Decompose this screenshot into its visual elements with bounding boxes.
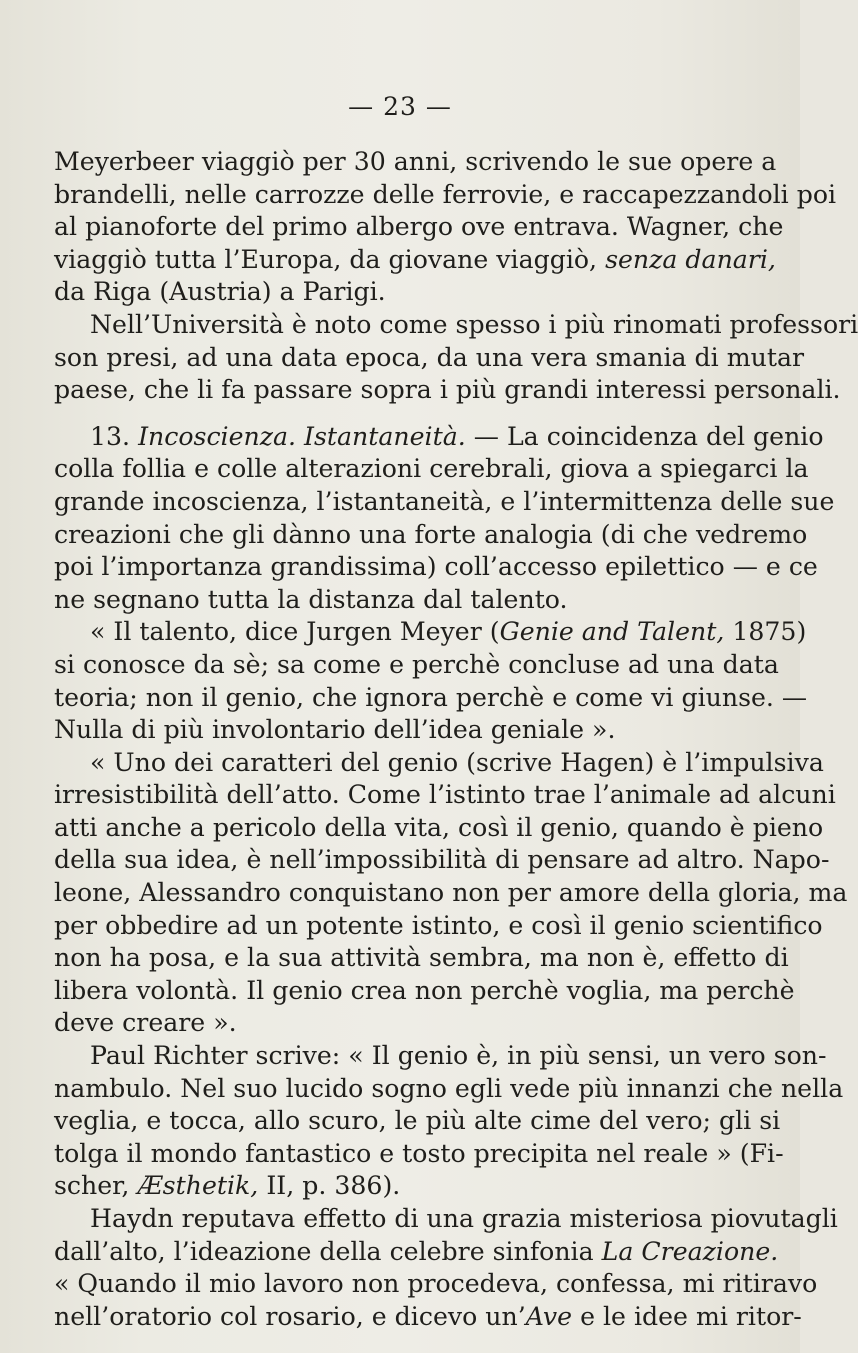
text-segment: 1875) (732, 617, 807, 647)
text-line-36 (54, 1301, 802, 1334)
text-line-2: brandelli, nelle carrozze delle ferrovie, e raccapezzandoli poi (54, 179, 837, 209)
text-line-33: Haydn reputava effetto di una grazia misteriosa piovutagli (90, 1204, 838, 1233)
section-title: Incoscienza. Istantaneità. (138, 421, 466, 451)
text-line-9 (54, 421, 824, 454)
text-segment: dall’alto, l’ideazione della celebre sinfonia (54, 1236, 594, 1266)
text-line-8: paese, che li fa passare sopra i più grandi interessi personali. (54, 375, 841, 405)
italic-citation: Genie and Talent, (499, 617, 725, 647)
text-line-17: teoria; non il genio, che ignora perchè e come vi giunse. — (54, 682, 808, 712)
text-line-31: tolga il mondo fantastico e tosto precipita nel reale » (Fi- (54, 1138, 784, 1168)
text-line-28: Paul Richter scrive: « Il genio è, in più sensi, un vero son- (90, 1041, 827, 1071)
text-line-7: son presi, ad una data epoca, da una vera smania di mutar (54, 342, 805, 372)
italic-text-segment: senza danari, (605, 244, 776, 274)
text-segment: II, p. 386). (266, 1171, 401, 1201)
text-segment: viaggiò tutta l’Europa, da giovane viaggiò, (54, 244, 598, 274)
text-line-6: Nell’Università è noto come spesso i più rinomati professori (90, 309, 858, 339)
text-line-18: Nulla di più involontario dell’idea geniale ». (54, 715, 616, 745)
section-number: 13. (90, 421, 131, 451)
text-line-21: atti anche a pericolo della vita, così il genio, quando è pieno (54, 812, 824, 842)
page-number: — 23 — (348, 92, 452, 121)
text-line-25: non ha posa, e la sua attività sembra, ma non è, effetto di (54, 943, 789, 973)
text-segment: — La coincidenza del genio (473, 421, 824, 451)
text-line-13: poi l’importanza grandissima) coll’accesso epilettico — e ce (54, 552, 818, 582)
text-line-11: grande incoscienza, l’istantaneità, e l’intermittenza delle sue (54, 486, 835, 516)
text-line-10: colla follia e colle alterazioni cerebrali, giova a spiegarci la (54, 454, 809, 484)
text-line-14: ne segnano tutta la distanza dal talento. (54, 584, 568, 614)
text-line-22: della sua idea, è nell’impossibilità di pensare ad altro. Napo- (54, 845, 830, 875)
paragraph-gap (54, 407, 754, 421)
text-line-32 (54, 1170, 754, 1203)
body-text (54, 146, 858, 1333)
text-segment: scher, (54, 1171, 130, 1201)
text-line-19: « Uno dei caratteri del genio (scrive Hagen) è l’impulsiva (90, 747, 824, 777)
text-line-16: si conosce da sè; sa come e perchè concluse ad una data (54, 649, 779, 679)
text-line-35: « Quando il mio lavoro non procedeva, confessa, mi ritiravo (54, 1269, 818, 1299)
text-segment: « Il talento, dice Jurgen Meyer ( (90, 617, 500, 647)
text-line-5: da Riga (Austria) a Parigi. (54, 277, 386, 307)
text-line-1: Meyerbeer viaggiò per 30 anni, scrivendo le sue opere a (54, 147, 777, 176)
text-segment: nell’oratorio col rosario, e dicevo un’ (54, 1301, 526, 1331)
text-segment: e le idee mi ritor- (580, 1301, 802, 1331)
text-line-20: irresistibilità dell’atto. Come l’istinto trae l’animale ad alcuni (54, 780, 836, 810)
text-line-12: creazioni che gli dànno una forte analogia (di che vedremo (54, 519, 808, 549)
text-line-15 (54, 616, 807, 649)
italic-title: La Creazione. (601, 1236, 779, 1266)
text-line-3: al pianoforte del primo albergo ove entrava. Wagner, che (54, 212, 784, 242)
text-line-4 (54, 244, 776, 277)
text-line-24: per obbedire ad un potente istinto, e così il genio scientifico (54, 910, 823, 940)
text-line-23: leone, Alessandro conquistano non per amore della gloria, ma (54, 878, 848, 908)
text-line-34 (54, 1236, 779, 1269)
text-line-29: nambulo. Nel suo lucido sogno egli vede più innanzi che nella (54, 1073, 844, 1103)
text-line-30: veglia, e tocca, allo scuro, le più alte cime del vero; gli si (54, 1106, 781, 1136)
italic-word: Ave (525, 1301, 573, 1331)
text-line-27: deve creare ». (54, 1008, 237, 1038)
text-line-26: libera volontà. Il genio crea non perchè voglia, ma perchè (54, 975, 795, 1005)
italic-citation: Æsthetik, (137, 1171, 259, 1201)
